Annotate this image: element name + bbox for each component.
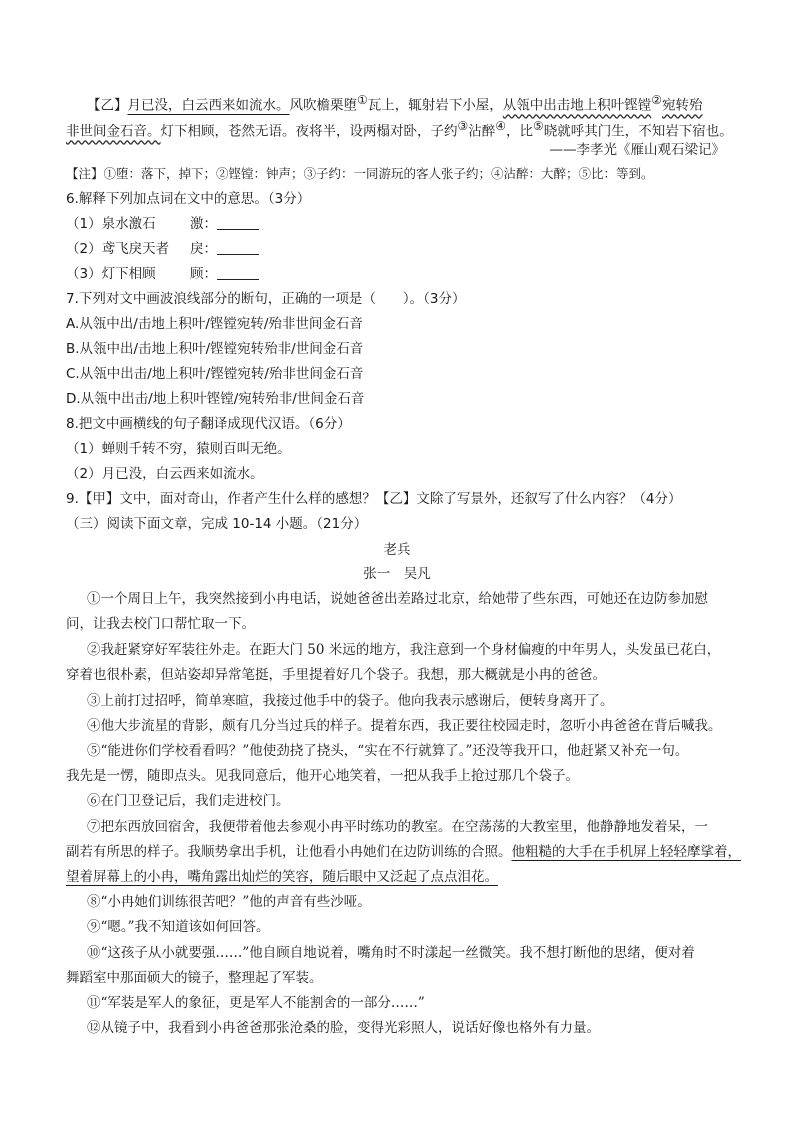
story-paragraph: ⑫从镜子中，我看到小冉爸爸那张沧桑的脸，变得光彩照人，说话好像也格外有力量。 (87, 1020, 600, 1036)
q6-item-2 (66, 239, 259, 259)
q7-stem: 7.下列对文中画波浪线部分的断句，正确的一项是（ ）。（3分） (66, 291, 466, 307)
story-paragraph: ⑤“能进你们学校看看吗？”他使劲挠了挠头，“实在不行就算了。”还没等我开口，他赶紧又补充一句。 (87, 743, 689, 759)
passage-yi-source: ——李孝光《雁山观石梁记》 (549, 142, 725, 158)
passage-yi-line1 (87, 90, 703, 116)
q6-item-word: 顾： (190, 266, 217, 282)
story-paragraph: 穿着也很朴素，但站姿却异常笔挺，手里提着好几个袋子。我想，那大概就是小冉的爸爸。 (66, 667, 606, 683)
passage-yi-label: 【乙】 (87, 97, 128, 114)
story-text: 副若有所思的样子。我顺势拿出手机，让他看小冉她们在边防训练的合照。 (66, 844, 512, 860)
story-underlined-sentence: 望着屏幕上的小冉，嘴角露出灿烂的笑容，随后眼中又泛起了点点泪花。 (66, 869, 498, 885)
story-paragraph: ②我赶紧穿好军装往外走。在距大门 50 米远的地方，我注意到一个身材偏瘦的中年男人，头发虽已花白， (87, 642, 721, 658)
q7-option-b: B.从瓴中出/击地上积叶/铿镗宛转殆非/世间金石音 (66, 341, 364, 357)
note-ref-2: ② (651, 93, 663, 107)
passage-yi-wavy-3: 非世间金石音。 (66, 123, 161, 140)
passage-yi-text: ，比 (506, 123, 534, 140)
answer-blank[interactable] (217, 215, 259, 230)
passage-yi-underlined-1: 月已没，白云西来如流水。 (127, 97, 290, 114)
passage-yi-text: 风吹檐栗堕 (289, 97, 357, 114)
section-3-heading: （三）阅读下面文章，完成 10-14 小题。（21分） (66, 516, 368, 532)
passage-yi-text: 灯下相顾，苍然无语。夜将半，设两榻对卧，子约 (160, 123, 458, 140)
q6-item-word: 戾： (190, 241, 217, 257)
story-paragraph: ①一个周日上午，我突然接到小冉电话，说她爸爸出差路过北京，给她带了些东西，可她还在边防参加慰 (87, 591, 708, 607)
passage-yi-text: 沾醉 (468, 123, 496, 140)
story-paragraph: ⑧“小冉她们训练很苦吧？”他的声音有些沙哑。 (87, 894, 371, 910)
q6-item-3 (66, 264, 259, 284)
q7-option-c: C.从瓴中出击/地上积叶/铿镗宛转/殆非世间金石音 (66, 366, 364, 382)
q6-item-phrase: （1）泉水激石 (66, 216, 156, 232)
answer-blank[interactable] (217, 265, 259, 280)
story-paragraph: 问，让我去校门口帮忙取一下。 (66, 616, 255, 632)
q6-item-phrase: （3）灯下相顾 (66, 266, 156, 282)
story-paragraph: ⑥在门卫登记后，我们走进校门。 (87, 793, 290, 809)
q8-item-2: （2）月已没，白云西来如流水。 (66, 466, 264, 482)
story-title: 老兵 (383, 542, 411, 558)
notes: 【注】①堕：落下，掉下；②铿镗：钟声；③子约：一同游玩的客人张子约；④沾醉：大醉；⑤比：等到。 (66, 166, 654, 181)
passage-yi-text: 瓦上，辄射岩下小屋， (367, 97, 503, 114)
q6-item-1 (66, 214, 259, 234)
story-underlined-sentence: 他粗糙的大手在手机屏上轻轻摩挲着， (511, 844, 741, 860)
answer-blank[interactable] (217, 240, 259, 255)
note-ref-4: ④ (495, 119, 507, 133)
q9: 9.【甲】文中，面对奇山，作者产生什么样的感想？【乙】文除了写景外，还叙写了什么内容？（4分） (66, 491, 682, 507)
q7-option-a: A.从瓴中出/击地上积叶/铿镗宛转/殆非世间金石音 (66, 316, 363, 332)
note-ref-5: ⑤ (533, 119, 544, 133)
q6-item-word: 激： (190, 216, 217, 232)
story-paragraph: ③上前打过招呼，简单寒暄，我接过他手中的袋子。他向我表示感谢后，便转身离开了。 (87, 693, 614, 709)
story-paragraph: ④他大步流星的背影，颇有几分当过兵的样子。提着东西，我正要往校园走时，忽听小冉爸爸在背后喊我。 (87, 718, 722, 734)
note-ref-3: ③ (457, 119, 469, 133)
q7-option-d: D.从瓴中出击/地上积叶铿镗/宛转殆非/世间金石音 (66, 391, 365, 407)
q8-item-1: （1）蝉则千转不穷，猿则百叫无绝。 (66, 441, 291, 457)
passage-yi-text: 晓就呼其门生，不知岩下宿也。 (543, 123, 733, 140)
passage-yi-wavy-1: 从瓴中出击地上积叶铿镗 (502, 97, 652, 114)
story-paragraph: 我先是一愣，随即点头。见我同意后，他开心地笑着，一把从我手上抢过那几个袋子。 (66, 768, 579, 784)
q6-stem: 6.解释下列加点词在文中的意思。（3分） (66, 191, 311, 207)
story-paragraph: ⑦把东西放回宿舍，我便带着他去参观小冉平时练功的教室。在空荡荡的大教室里，他静静地发着呆，一 (87, 819, 708, 835)
note-ref-1: ① (357, 93, 368, 107)
passage-yi-line2 (66, 116, 733, 142)
q8-stem: 8.把文中画横线的句子翻译成现代汉语。（6分） (66, 416, 351, 432)
story-paragraph: ⑩“这孩子从小就要强……”他自顾自地说着，嘴角时不时漾起一丝微笑。我不想打断他的思绪，便对着 (87, 945, 695, 961)
story-paragraph: ⑨“嗯。”我不知道该如何回答。 (87, 919, 270, 935)
story-paragraph: ⑪“军装是军人的象征，更是军人不能割舍的一部分……” (87, 995, 425, 1011)
story-paragraph (66, 842, 741, 862)
q6-item-phrase: （2）鸢飞戾天者 (66, 241, 170, 257)
story-author: 张一 吴凡 (363, 566, 431, 582)
story-paragraph: 舞蹈室中那面硕大的镜子，整理起了军装。 (66, 970, 323, 986)
passage-yi-wavy-2: 宛转殆 (662, 97, 703, 114)
